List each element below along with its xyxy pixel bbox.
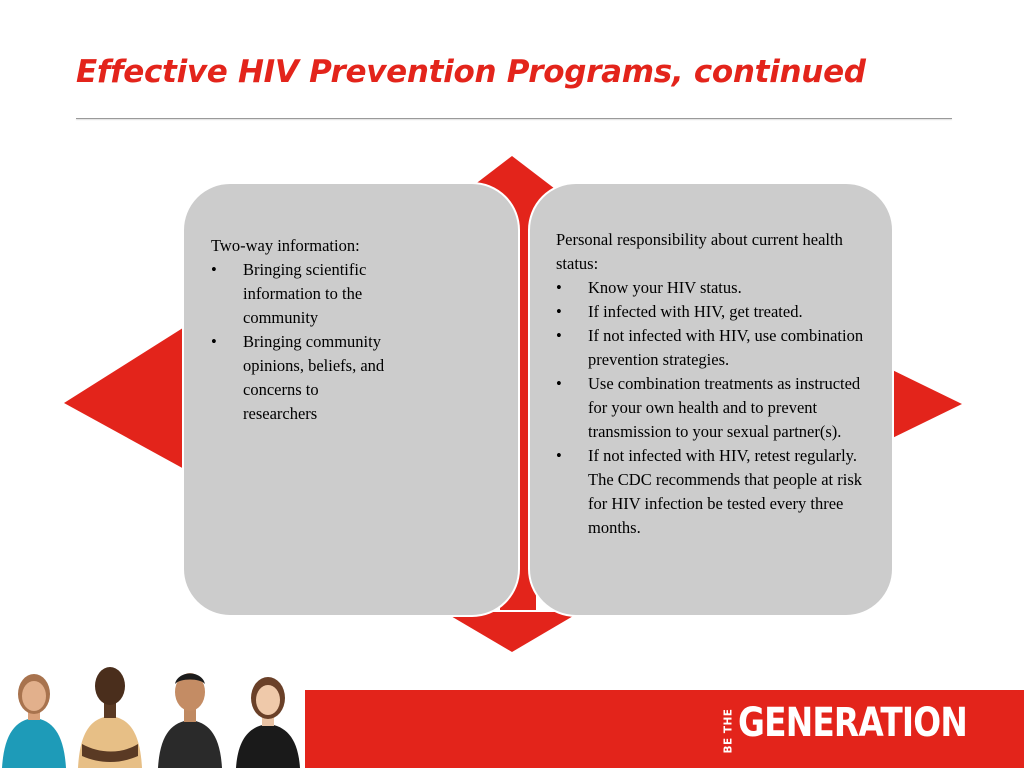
arrow-right-shape <box>884 366 962 442</box>
bullet-icon: • <box>556 374 562 393</box>
list-item <box>211 258 396 330</box>
bullet-list <box>211 258 396 426</box>
list-item <box>556 276 876 300</box>
list-item <box>556 324 876 372</box>
two-way-information-panel <box>182 182 520 617</box>
list-item-text: Bringing community opinions, beliefs, and concerns to researchers <box>243 332 385 423</box>
bullet-icon: • <box>556 446 562 465</box>
bullet-icon: • <box>556 326 562 345</box>
personal-responsibility-panel <box>528 182 894 617</box>
arrow-left-shape <box>64 326 186 470</box>
person-photo <box>236 677 300 768</box>
bullet-icon: • <box>211 332 217 351</box>
person-photo <box>2 674 66 768</box>
brand-tagline-text: BE THE <box>722 708 734 754</box>
list-item-text: Bringing scientific information to the community <box>243 260 367 327</box>
list-item-text: If not infected with HIV, retest regularly. The CDC recommends that people at risk for HIV infection be tested every three months. <box>588 446 863 537</box>
list-item <box>211 330 396 426</box>
person-photo <box>78 667 142 768</box>
list-item-text: If not infected with HIV, use combination prevention strategies. <box>588 326 864 369</box>
people-photo-strip <box>0 660 304 768</box>
list-item-text: Know your HIV status. <box>588 278 742 297</box>
list-item <box>556 444 876 540</box>
brand-logo-text: GENERATION <box>738 700 967 746</box>
list-item-text: If infected with HIV, get treated. <box>588 302 803 321</box>
list-item <box>556 300 876 324</box>
arrow-down-shape <box>444 612 580 652</box>
list-item-text: Use combination treatments as instructed for your own health and to prevent transmission to your sexual partner(s). <box>588 374 861 441</box>
bullet-list <box>556 276 876 540</box>
bullet-icon: • <box>556 278 562 297</box>
person-photo <box>158 673 222 768</box>
bullet-icon: • <box>556 302 562 321</box>
panel-heading: Personal responsibility about current health status: <box>556 230 843 273</box>
list-item <box>556 372 876 444</box>
slide-title: Effective HIV Prevention Programs, continued <box>76 54 866 90</box>
panel-heading: Two-way information: <box>211 236 360 255</box>
bullet-icon: • <box>211 260 217 279</box>
brand-tagline <box>718 708 738 754</box>
